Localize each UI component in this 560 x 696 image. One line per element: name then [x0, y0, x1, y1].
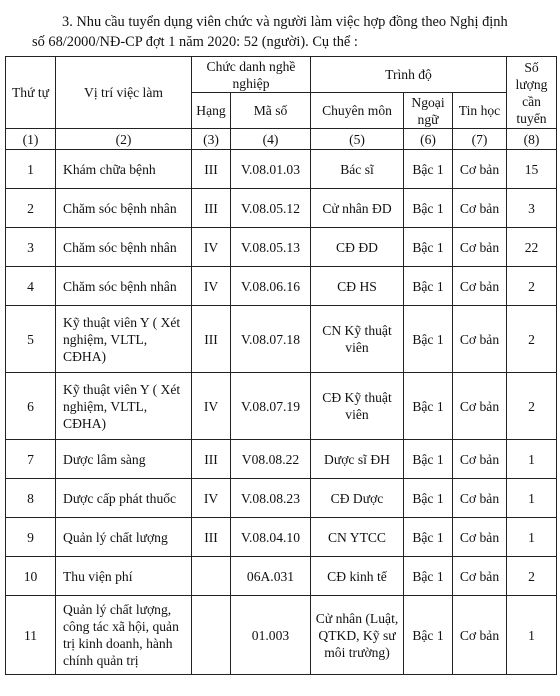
cell-vitri: Chăm sóc bệnh nhân — [56, 267, 192, 306]
cell-soluong: 2 — [507, 306, 557, 373]
cell-ngoaingu: Bậc 1 — [404, 150, 453, 189]
colnum-1: (1) — [6, 129, 56, 150]
table-row — [6, 189, 557, 228]
cell-maso: V08.08.22 — [231, 440, 311, 479]
cell-ngoaingu: Bậc 1 — [404, 518, 453, 557]
cell-ngoaingu: Bậc 1 — [404, 373, 453, 440]
table-row — [6, 267, 557, 306]
cell-hang: IV — [192, 373, 231, 440]
cell-stt: 8 — [6, 479, 56, 518]
cell-tinhoc: Cơ bản — [453, 306, 507, 373]
header-hang: Hạng — [192, 93, 231, 129]
cell-stt: 3 — [6, 228, 56, 267]
cell-ngoaingu: Bậc 1 — [404, 306, 453, 373]
cell-maso: 06A.031 — [231, 557, 311, 596]
cell-chuyenmon: Bác sĩ — [311, 150, 404, 189]
cell-hang: IV — [192, 267, 231, 306]
cell-ngoaingu: Bậc 1 — [404, 557, 453, 596]
cell-tinhoc: Cơ bản — [453, 557, 507, 596]
cell-ngoaingu: Bậc 1 — [404, 267, 453, 306]
cell-hang: IV — [192, 228, 231, 267]
cell-chuyenmon: CĐ HS — [311, 267, 404, 306]
cell-soluong: 1 — [507, 596, 557, 675]
cell-soluong: 3 — [507, 189, 557, 228]
header-chucdanh: Chức danh nghề nghiệp — [192, 57, 311, 93]
cell-soluong: 1 — [507, 479, 557, 518]
cell-vitri: Kỹ thuật viên Y ( Xét nghiệm, VLTL, CĐHA) — [56, 306, 192, 373]
table-row — [6, 373, 557, 440]
cell-stt: 5 — [6, 306, 56, 373]
header-soluong: Số lượng cần tuyển — [507, 57, 557, 129]
table-row — [6, 440, 557, 479]
colnum-7: (7) — [453, 129, 507, 150]
cell-ngoaingu: Bậc 1 — [404, 228, 453, 267]
cell-stt: 10 — [6, 557, 56, 596]
cell-stt: 9 — [6, 518, 56, 557]
table-row — [6, 228, 557, 267]
cell-tinhoc: Cơ bản — [453, 479, 507, 518]
table-row — [6, 306, 557, 373]
cell-vitri: Quản lý chất lượng, công tác xã hội, quản trị kinh doanh, hành chính quản trị — [56, 596, 192, 675]
cell-maso: V.08.01.03 — [231, 150, 311, 189]
cell-tinhoc: Cơ bản — [453, 150, 507, 189]
cell-vitri: Khám chữa bệnh — [56, 150, 192, 189]
cell-stt: 4 — [6, 267, 56, 306]
table-row — [6, 596, 557, 675]
cell-chuyenmon: CĐ ĐD — [311, 228, 404, 267]
cell-chuyenmon: CĐ Dược — [311, 479, 404, 518]
table-row — [6, 150, 557, 189]
cell-stt: 1 — [6, 150, 56, 189]
cell-ngoaingu: Bậc 1 — [404, 479, 453, 518]
cell-maso: V.08.05.13 — [231, 228, 311, 267]
cell-vitri: Thu viện phí — [56, 557, 192, 596]
cell-vitri: Dược cấp phát thuốc — [56, 479, 192, 518]
cell-soluong: 1 — [507, 518, 557, 557]
cell-soluong: 2 — [507, 557, 557, 596]
cell-hang: IV — [192, 479, 231, 518]
colnum-2: (2) — [56, 129, 192, 150]
cell-maso: V.08.05.12 — [231, 189, 311, 228]
cell-tinhoc: Cơ bản — [453, 189, 507, 228]
cell-maso: V.08.06.16 — [231, 267, 311, 306]
cell-chuyenmon: CN Kỹ thuật viên — [311, 306, 404, 373]
cell-ngoaingu: Bậc 1 — [404, 596, 453, 675]
colnum-3: (3) — [192, 129, 231, 150]
cell-hang: III — [192, 189, 231, 228]
cell-chuyenmon: CN YTCC — [311, 518, 404, 557]
cell-vitri: Chăm sóc bệnh nhân — [56, 228, 192, 267]
cell-soluong: 1 — [507, 440, 557, 479]
recruitment-table — [5, 56, 557, 675]
intro-line-1: 3. Nhu cầu tuyển dụng viên chức và người làm việc hợp đồng theo Nghị định — [62, 14, 508, 30]
cell-tinhoc: Cơ bản — [453, 373, 507, 440]
colnum-8: (8) — [507, 129, 557, 150]
cell-stt: 2 — [6, 189, 56, 228]
cell-maso: V.08.07.19 — [231, 373, 311, 440]
cell-ngoaingu: Bậc 1 — [404, 440, 453, 479]
header-trinhdo: Trình độ — [311, 57, 507, 93]
cell-chuyenmon: Cử nhân ĐD — [311, 189, 404, 228]
cell-stt: 11 — [6, 596, 56, 675]
cell-tinhoc: Cơ bản — [453, 518, 507, 557]
header-chuyenmon: Chuyên môn — [311, 93, 404, 129]
header-vitri: Vị trí việc làm — [56, 57, 192, 129]
table-row — [6, 557, 557, 596]
cell-tinhoc: Cơ bản — [453, 440, 507, 479]
cell-vitri: Kỹ thuật viên Y ( Xét nghiệm, VLTL, CĐHA) — [56, 373, 192, 440]
cell-hang: III — [192, 518, 231, 557]
cell-hang: III — [192, 306, 231, 373]
cell-stt: 7 — [6, 440, 56, 479]
cell-ngoaingu: Bậc 1 — [404, 189, 453, 228]
cell-hang — [192, 596, 231, 675]
header-ngoaingu: Ngoại ngữ — [404, 93, 453, 129]
cell-soluong: 22 — [507, 228, 557, 267]
cell-tinhoc: Cơ bản — [453, 228, 507, 267]
cell-hang: III — [192, 150, 231, 189]
cell-soluong: 2 — [507, 373, 557, 440]
cell-hang: III — [192, 440, 231, 479]
cell-maso: 01.003 — [231, 596, 311, 675]
cell-soluong: 15 — [507, 150, 557, 189]
cell-stt: 6 — [6, 373, 56, 440]
header-maso: Mã số — [231, 93, 311, 129]
cell-vitri: Quản lý chất lượng — [56, 518, 192, 557]
colnum-4: (4) — [231, 129, 311, 150]
colnum-5: (5) — [311, 129, 404, 150]
cell-tinhoc: Cơ bản — [453, 596, 507, 675]
cell-maso: V.08.07.18 — [231, 306, 311, 373]
cell-vitri: Dược lâm sàng — [56, 440, 192, 479]
cell-chuyenmon: Dược sĩ ĐH — [311, 440, 404, 479]
cell-maso: V.08.08.23 — [231, 479, 311, 518]
cell-hang — [192, 557, 231, 596]
intro-line-2: số 68/2000/NĐ-CP đợt 1 năm 2020: 52 (người). Cụ thể : — [32, 34, 358, 50]
cell-soluong: 2 — [507, 267, 557, 306]
cell-tinhoc: Cơ bản — [453, 267, 507, 306]
cell-chuyenmon: CĐ Kỹ thuật viên — [311, 373, 404, 440]
colnum-6: (6) — [404, 129, 453, 150]
cell-vitri: Chăm sóc bệnh nhân — [56, 189, 192, 228]
header-tinhoc: Tin học — [453, 93, 507, 129]
table-row — [6, 518, 557, 557]
intro-paragraph — [32, 12, 547, 52]
cell-chuyenmon: Cử nhân (Luật, QTKD, Kỹ sư môi trường) — [311, 596, 404, 675]
cell-chuyenmon: CĐ kinh tế — [311, 557, 404, 596]
header-stt: Thứ tự — [6, 57, 56, 129]
cell-maso: V.08.04.10 — [231, 518, 311, 557]
table-row — [6, 479, 557, 518]
